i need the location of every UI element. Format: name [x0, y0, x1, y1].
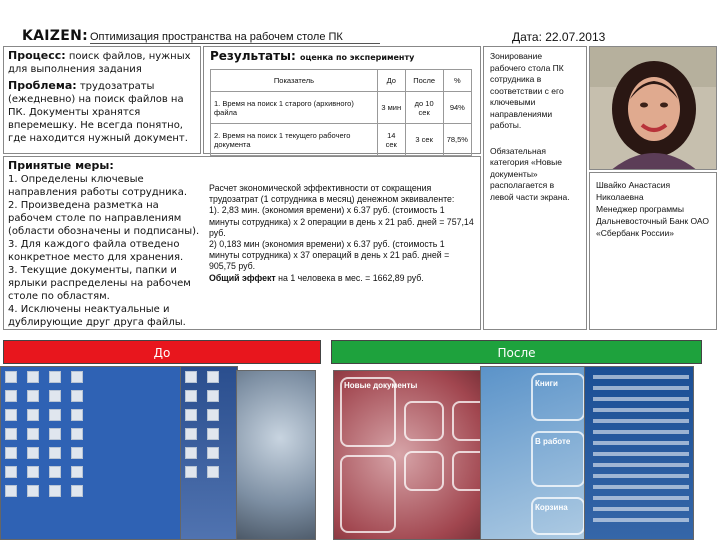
- total-label: Общий эффект: [209, 272, 276, 283]
- portrait-photo: [590, 47, 717, 170]
- calc-line: 2) 0,183 мин (экономия времени) х 6.37 руб. (стоимость 1 минуты сотрудника) х 37 операций в день х 21 раб. дней = 905,75 руб.: [209, 239, 450, 272]
- file-icon: [5, 409, 17, 421]
- table-row: [211, 92, 472, 124]
- file-icon: [185, 371, 197, 383]
- list-item: [593, 485, 689, 489]
- calc-line: Расчет экономической эффективности от сокращения трудозатрат (1 сотрудника в месяц) денежном эквиваленте:: [209, 183, 455, 205]
- file-icon: [27, 428, 39, 440]
- file-icon: [207, 466, 219, 478]
- list-item: [593, 375, 689, 379]
- file-icon: [207, 409, 219, 421]
- file-icon: [5, 485, 17, 497]
- person-org: Дальневосточный Банк ОАО «Сбербанк России»: [596, 216, 709, 238]
- list-item: [593, 496, 689, 500]
- desktop-zone: [531, 373, 585, 421]
- list-item: [593, 518, 689, 522]
- after-bar: После: [331, 340, 702, 364]
- file-icon: [5, 466, 17, 478]
- results-box: [203, 46, 481, 154]
- file-icon: [207, 371, 219, 383]
- col-header: До: [377, 70, 405, 92]
- file-icon: [185, 466, 197, 478]
- file-icon: [71, 409, 83, 421]
- file-icon: [5, 428, 17, 440]
- desktop-zone: [404, 401, 444, 441]
- pct-cell: 78,5%: [443, 124, 471, 156]
- file-icon: [207, 390, 219, 402]
- problem-label: Проблема:: [8, 79, 77, 92]
- after-desktop-screenshot: [333, 370, 497, 540]
- file-icon: [71, 447, 83, 459]
- process-text: поиск файлов, нужных для выполнения задания: [8, 51, 191, 75]
- col-header: Показатель: [211, 70, 378, 92]
- title-underline: [90, 43, 380, 44]
- file-icon: [49, 447, 61, 459]
- list-item: [593, 419, 689, 423]
- calc-block: [209, 183, 475, 284]
- folder-list: [593, 375, 689, 529]
- list-item: [593, 408, 689, 412]
- file-icon: [71, 371, 83, 383]
- file-icon: [71, 466, 83, 478]
- file-icon: [5, 447, 17, 459]
- page-title: KAIZEN:: [22, 28, 89, 44]
- desktop-zone: [531, 431, 585, 487]
- file-icon: [71, 390, 83, 402]
- list-item: [593, 474, 689, 478]
- list-item: [593, 397, 689, 401]
- list-item: [593, 386, 689, 390]
- file-icon: [71, 485, 83, 497]
- file-icon: [5, 371, 17, 383]
- measure-item: 3. Для каждого файла отведено конкретное место для хранения.: [8, 239, 184, 263]
- calc-line: 1). 2,83 мин. (экономия времени) х 6.37 руб. (стоимость 1 минуты сотрудника) х 2 операции в день х 21 раб. дней = 757,14 руб.: [209, 205, 474, 238]
- results-subtitle: оценка по эксперименту: [299, 53, 415, 62]
- metric-cell: 2. Время на поиск 1 текущего рабочего документа: [211, 124, 378, 156]
- total-line: [209, 273, 475, 284]
- before-cell: 14 сек: [377, 124, 405, 156]
- file-icon: [185, 428, 197, 440]
- zone-label: Новые документы: [344, 381, 418, 390]
- person-box: [589, 172, 717, 330]
- desktop-zone: [531, 497, 585, 535]
- zone-label: В работе: [535, 437, 571, 446]
- measure-item: 1. Определены ключевые направления работы сотрудника.: [8, 174, 188, 198]
- before-bar: До: [3, 340, 321, 364]
- before-cell: 3 мин: [377, 92, 405, 124]
- file-icon: [49, 409, 61, 421]
- results-title-label: Результаты:: [210, 49, 296, 63]
- col-header: После: [405, 70, 443, 92]
- file-icon: [49, 428, 61, 440]
- zone-label: Корзина: [535, 503, 568, 512]
- before-desktop-screenshot: [0, 366, 182, 540]
- zone-label: Книги: [535, 379, 558, 388]
- file-icon: [207, 447, 219, 459]
- date-label: Дата: 22.07.2013: [512, 30, 606, 44]
- list-item: [593, 430, 689, 434]
- file-icon: [185, 390, 197, 402]
- desktop-zone: [340, 455, 396, 533]
- after-cell: 3 сек: [405, 124, 443, 156]
- file-icon: [27, 390, 39, 402]
- file-icon: [207, 428, 219, 440]
- problem-text: трудозатраты (ежедневно) на поиск файлов на ПК. Документы хранятся вперемешку. Не всегда понятно, где находится нужный документ.: [8, 81, 188, 144]
- measures-title: Принятые меры:: [8, 159, 114, 172]
- table-row: [211, 124, 472, 156]
- measures-list: [8, 159, 204, 329]
- metric-cell: 1. Время на поиск 1 старого (архивного) файла: [211, 92, 378, 124]
- file-icon: [185, 447, 197, 459]
- file-icon: [49, 485, 61, 497]
- person-name: Швайко Анастасия Николаевна: [596, 180, 671, 202]
- file-icon: [27, 409, 39, 421]
- col-header: %: [443, 70, 471, 92]
- measure-item: 4. Исключены неактуальные и дублирующие друг друга файлы.: [8, 304, 186, 328]
- zoning-text: Зонирование рабочего стола ПК сотрудника в соответствии с его ключевыми направлениями работы.: [490, 51, 564, 130]
- file-icon: [49, 390, 61, 402]
- header: [0, 0, 720, 44]
- before-wallpaper-screenshot: [236, 370, 316, 540]
- results-title: [210, 49, 474, 63]
- before-desktop-screenshot: [180, 366, 238, 540]
- after-desktop-screenshot: [480, 366, 590, 540]
- file-icon: [27, 466, 39, 478]
- process-label: Процесс:: [8, 49, 66, 62]
- list-item: [593, 452, 689, 456]
- file-icon: [5, 390, 17, 402]
- file-icon: [27, 447, 39, 459]
- measure-item: 3. Текущие документы, папки и ярлыки распределены на рабочем столе по областям.: [8, 265, 191, 302]
- page-subtitle: Оптимизация пространства на рабочем столе ПК: [90, 31, 343, 43]
- measure-item: 2. Произведена разметка на рабочем столе по направлениям (области обозначены и подписаны).: [8, 200, 200, 237]
- desktop-icon-grid: [185, 371, 221, 478]
- zoning-note: Обязательная категория «Новые документы» располагается в левой части экрана.: [490, 145, 570, 202]
- desktop-zone: [404, 451, 444, 491]
- desktop-icon-grid: [5, 371, 85, 497]
- list-item: [593, 441, 689, 445]
- zoning-box: [483, 46, 587, 330]
- total-text: на 1 человека в мес. = 1662,89 руб.: [278, 272, 424, 283]
- file-icon: [27, 485, 39, 497]
- measures-box: [3, 156, 481, 330]
- process-box: [3, 46, 201, 154]
- list-item: [593, 507, 689, 511]
- list-item: [593, 463, 689, 467]
- results-header-row: [211, 70, 472, 92]
- file-icon: [71, 428, 83, 440]
- results-table: [210, 69, 472, 156]
- file-icon: [49, 371, 61, 383]
- avatar: [589, 46, 717, 170]
- after-folder-screenshot: [584, 366, 694, 540]
- person-role: Менеджер программы: [596, 204, 685, 214]
- after-cell: до 10 сек: [405, 92, 443, 124]
- file-icon: [27, 371, 39, 383]
- file-icon: [185, 409, 197, 421]
- pct-cell: 94%: [443, 92, 471, 124]
- file-icon: [49, 466, 61, 478]
